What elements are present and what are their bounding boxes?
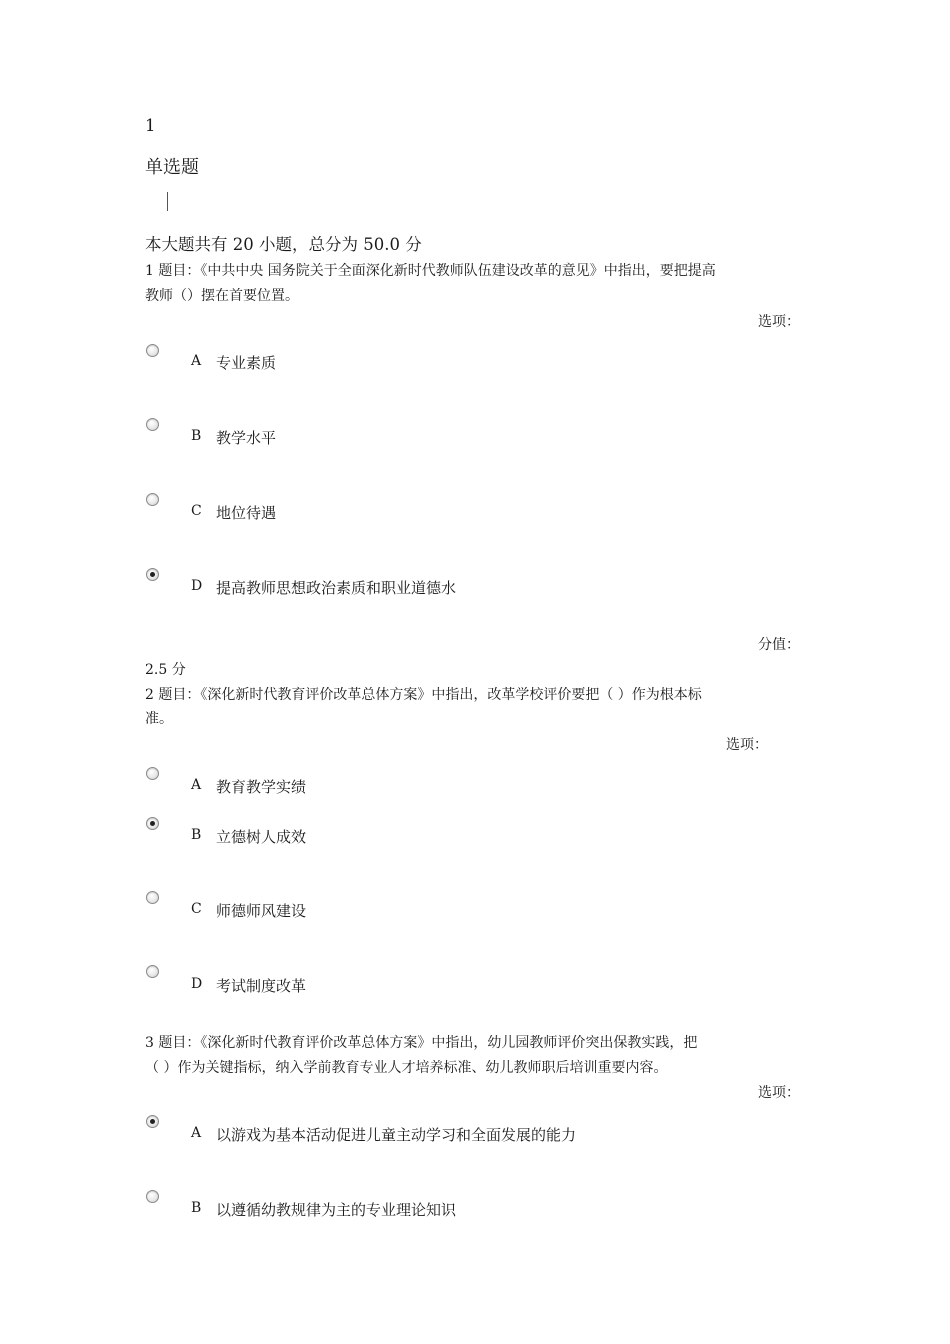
option-text: 考试制度改革	[216, 977, 307, 995]
section-number: 1	[145, 116, 156, 135]
option-text: 教育教学实绩	[216, 778, 307, 796]
radio-button-icon[interactable]	[146, 965, 159, 978]
text-cursor-divider	[167, 192, 168, 211]
radio-button-selected-icon[interactable]	[146, 817, 159, 830]
question-text-line: 1 题目：《中共中央 国务院关于全面深化新时代教师队伍建设改革的意见》中指出，要把提高	[145, 263, 716, 279]
radio-button-icon[interactable]	[146, 493, 159, 506]
option-text: 提高教师思想政治素质和职业道德水	[216, 579, 457, 597]
options-label: 选项：	[758, 1085, 800, 1101]
option-text: 立德树人成效	[216, 828, 307, 846]
question-text-line: 教师（）摆在首要位置。	[145, 288, 299, 304]
question-text-line: 2 题目：《深化新时代教育评价改革总体方案》中指出，改革学校评价要把（ ）作为根本标	[145, 687, 702, 703]
radio-button-selected-icon[interactable]	[146, 1115, 159, 1128]
question-text-line: 3 题目：《深化新时代教育评价改革总体方案》中指出，幼儿园教师评价突出保教实践，把	[145, 1035, 698, 1051]
option-letter: B	[191, 827, 202, 843]
radio-button-icon[interactable]	[146, 344, 159, 357]
option-text: 专业素质	[216, 354, 277, 372]
option-letter: B	[191, 1200, 202, 1216]
option-text: 以遵循幼教规律为主的专业理论知识	[216, 1201, 457, 1219]
options-label: 选项：	[726, 737, 768, 753]
radio-button-icon[interactable]	[146, 418, 159, 431]
section-summary: 本大题共有 20 小题，总分为 50.0 分	[145, 235, 422, 254]
option-letter: A	[191, 777, 202, 793]
option-text: 地位待遇	[216, 504, 277, 522]
option-letter: C	[191, 503, 202, 519]
option-letter: D	[191, 578, 203, 594]
radio-button-icon[interactable]	[146, 767, 159, 780]
radio-button-icon[interactable]	[146, 891, 159, 904]
options-label: 选项：	[758, 314, 800, 330]
option-letter: D	[191, 976, 203, 992]
option-text: 以游戏为基本活动促进儿童主动学习和全面发展的能力	[216, 1126, 577, 1144]
option-letter: A	[191, 353, 202, 369]
section-type-title: 单选题	[145, 157, 199, 178]
question-text-line: 准。	[145, 711, 173, 727]
option-text: 师德师风建设	[216, 902, 307, 920]
option-text: 教学水平	[216, 429, 277, 447]
score-label: 分值：	[758, 637, 800, 653]
radio-button-icon[interactable]	[146, 1190, 159, 1203]
question-text-line: （ ）作为关键指标，纳入学前教育专业人才培养标准、幼儿教师职后培训重要内容。	[145, 1060, 668, 1076]
option-letter: C	[191, 901, 202, 917]
option-letter: B	[191, 428, 202, 444]
radio-button-selected-icon[interactable]	[146, 568, 159, 581]
score-value: 2.5 分	[145, 662, 186, 678]
option-letter: A	[191, 1125, 202, 1141]
